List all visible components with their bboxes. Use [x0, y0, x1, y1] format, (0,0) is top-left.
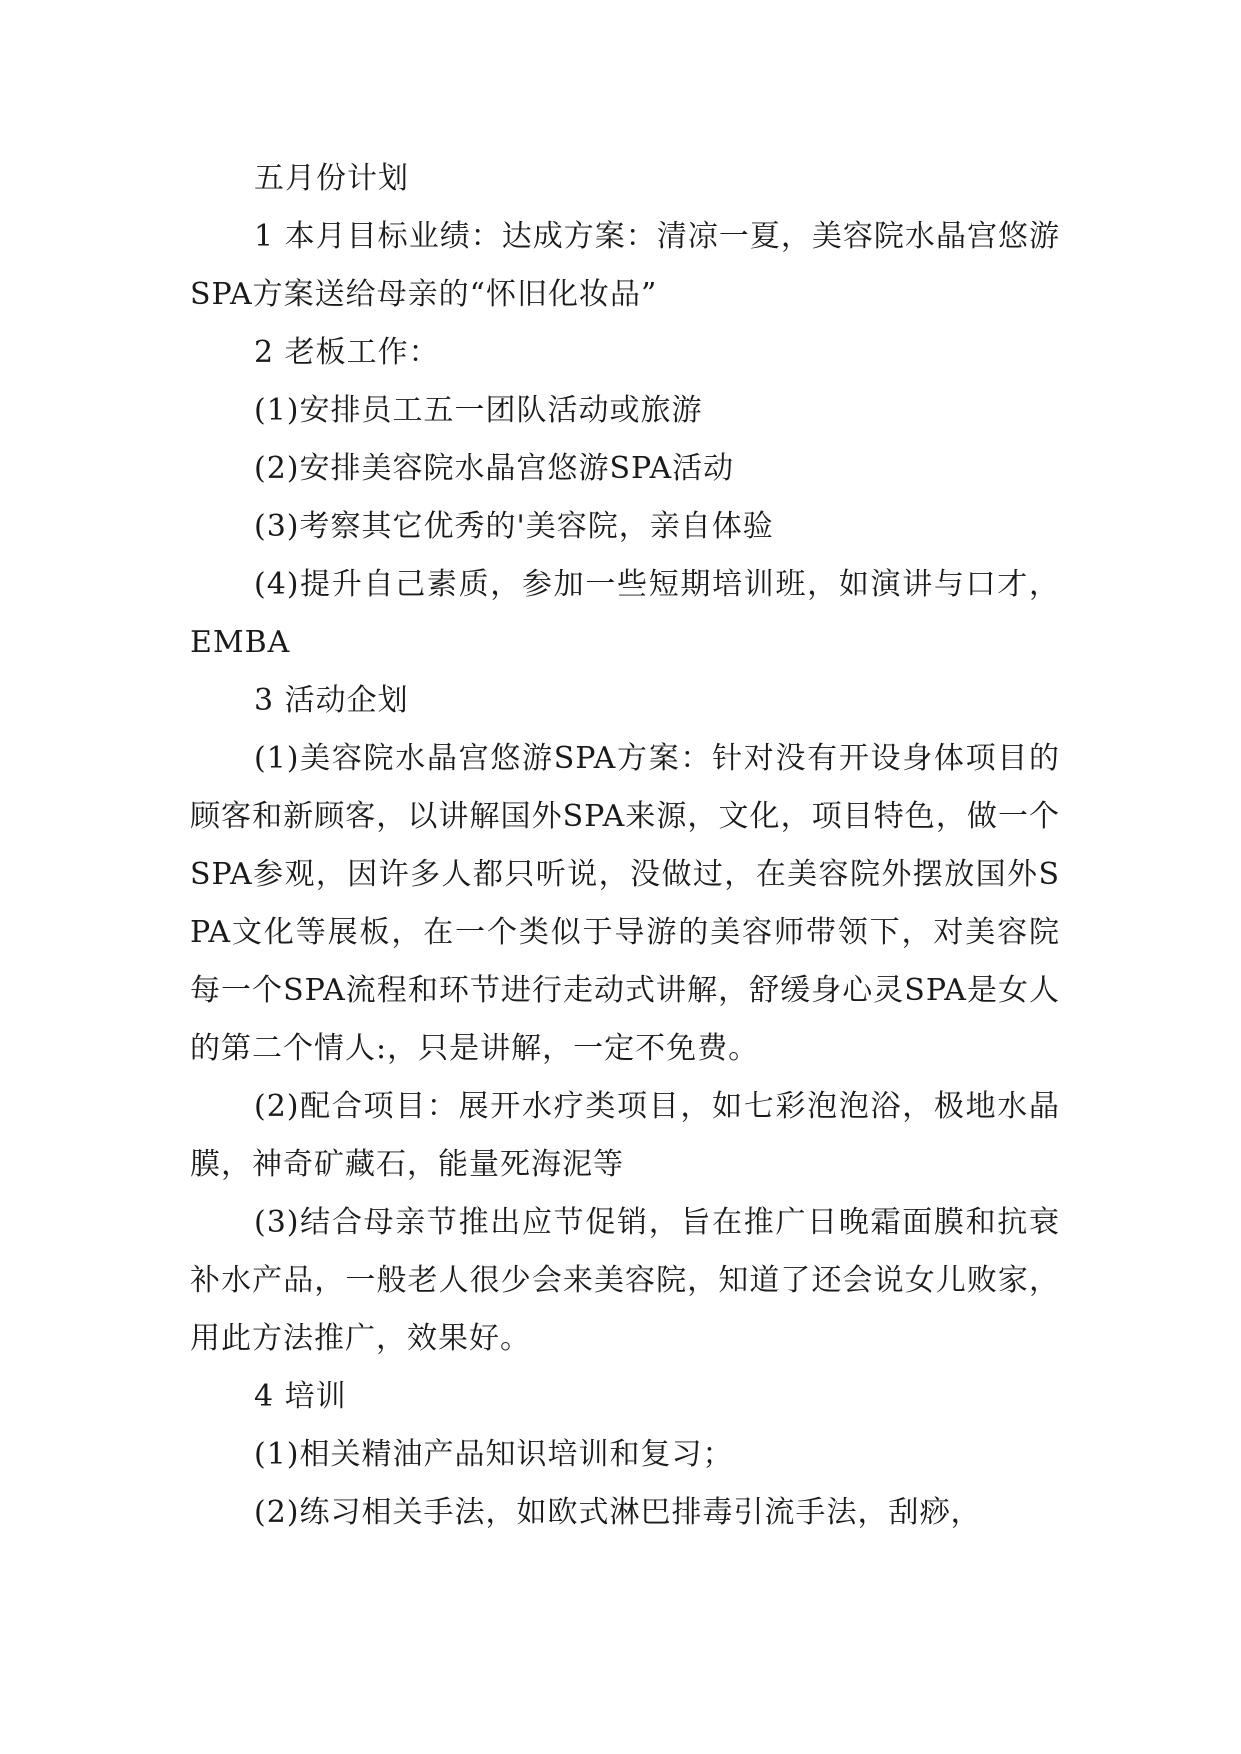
paragraph-matching-projects: (2)配合项目：展开水疗类项目，如七彩泡泡浴，极地水晶膜，神奇矿藏石，能量死海泥等 [190, 1089, 1060, 1182]
document-title: 五月份计划 [254, 161, 409, 196]
heading-training: 4 培训 [254, 1379, 347, 1414]
list-item: (2)安排美容院水晶宫悠游SPA活动 [254, 451, 735, 486]
list-item: (1)相关精油产品知识培训和复习； [254, 1437, 734, 1472]
paragraph-monthly-target: 1 本月目标业绩：达成方案：清凉一夏，美容院水晶宫悠游SPA方案送给母亲的“怀旧化妆品” [190, 219, 1060, 312]
paragraph-spa-plan: (1)美容院水晶宫悠游SPA方案：针对没有开设身体项目的顾客和新顾客，以讲解国外SPA来源，文化，项目特色，做一个SPA参观，因许多人都只听说，没做过，在美容院外摆放国外SPA文化等展板，在一个类似于导游的美容师带领下，对美容院每一个SPA流程和环节进行走动式讲解，舒缓身心灵SPA是女人的第二个情人:，只是讲解，一定不免费。 [190, 741, 1060, 1066]
document-page [190, 150, 1060, 1542]
list-item: (3)考察其它优秀的'美容院，亲自体验 [254, 509, 774, 544]
paragraph-mothers-day-promo: (3)结合母亲节推出应节促销，旨在推广日晚霜面膜和抗衰补水产品，一般老人很少会来美容院，知道了还会说女儿败家，用此方法推广，效果好。 [190, 1205, 1060, 1356]
heading-activity-planning: 3 活动企划 [254, 683, 409, 718]
list-item: (4)提升自己素质，参加一些短期培训班，如演讲与口才，EMBA [190, 567, 1060, 660]
heading-boss-work: 2 老板工作： [254, 335, 440, 370]
list-item: (1)安排员工五一团队活动或旅游 [254, 393, 703, 428]
list-item: (2)练习相关手法，如欧式淋巴排毒引流手法，刮痧， [254, 1495, 982, 1530]
